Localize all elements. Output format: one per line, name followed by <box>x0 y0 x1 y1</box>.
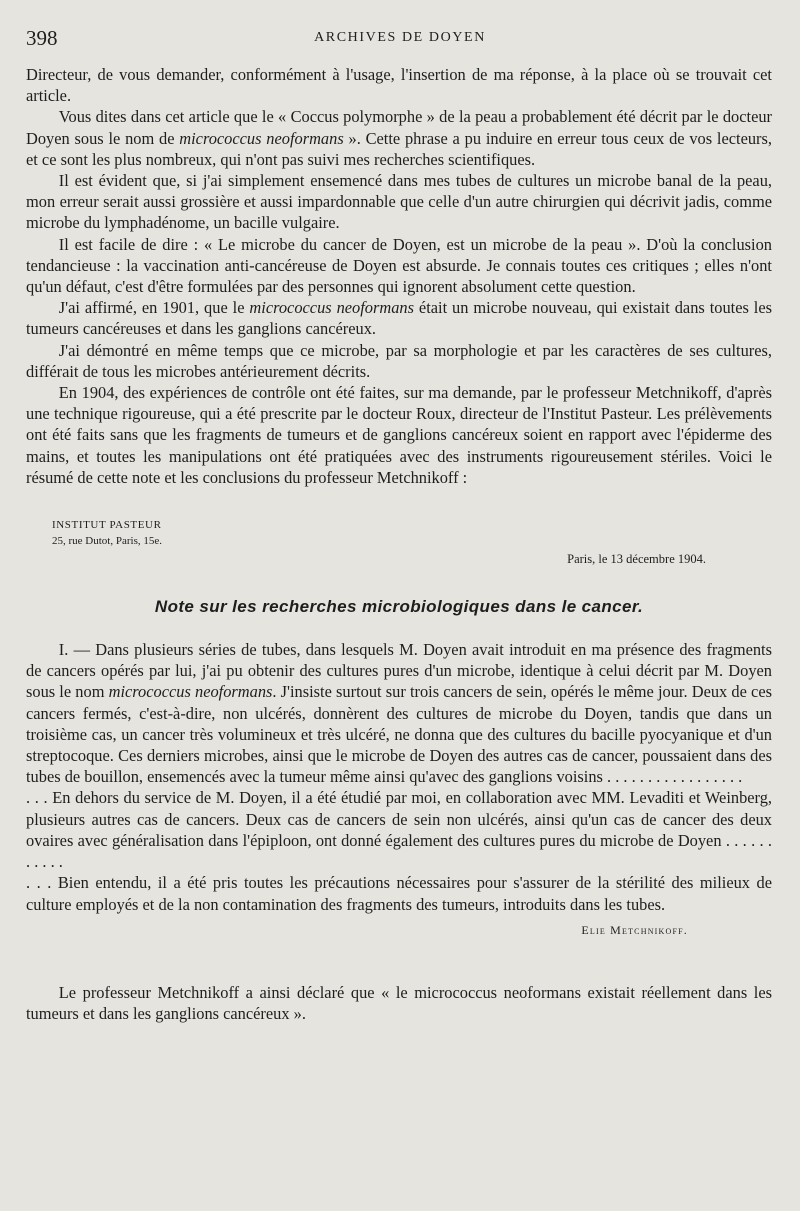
note-paragraph-2: . . . En dehors du service de M. Doyen, il a été étudié par moi, en collaboration avec MM. Levaditi et Weinberg, plusieurs autres cas de cancers. Deux cas de cancers de sein non ulcérés, ainsi qu'un cas de cancer des deux ovaires avec généralisation dans l'épiploon, ont donné également des cultures pures du microbe de Doyen . . . . . . . . . . . <box>26 788 772 872</box>
letter-place-date: Paris, le 13 décembre 1904. <box>567 552 706 567</box>
paragraph-2-text-b: ». Cette phrase a pu induire en erreur tous ceux de vos lecteurs, et ce sont les plus nombreux, qui n'ont pas suivi mes recherches scientifiques. <box>26 128 772 169</box>
final-paragraph: Le professeur Metchnikoff a ainsi déclaré que « le micrococcus neoformans existait réellement dans les tumeurs et dans les ganglions cancéreux ». <box>26 982 772 1023</box>
paragraph-1: Directeur, de vous demander, conformément à l'usage, l'insertion de ma réponse, à la place où se trouvait cet article. <box>26 65 772 106</box>
running-head: ARCHIVES DE DOYEN <box>314 30 486 45</box>
note-paragraph-3: . . . Bien entendu, il a été pris toutes les précautions nécessaires pour s'assurer de la stérilité des milieux de culture employés et de la non contamination des fragments des tumeurs, introduits dans les tubes. <box>26 873 772 914</box>
paragraph-5 <box>26 297 772 339</box>
page-body <box>26 64 772 1024</box>
paragraph-5-text-a: J'ai affirmé, en 1901, que le <box>58 298 250 318</box>
note-title: Note sur les recherches microbiologiques dans le cancer. <box>154 597 644 617</box>
paragraph-2-italic: micrococcus neoformans <box>179 128 344 148</box>
paragraph-6: J'ai démontré en même temps que ce microbe, par sa morphologie et par les caractères de ses cultures, différait de tous les microbes antérieurement décrits. <box>26 340 772 381</box>
note-paragraph-1-italic: micrococcus neoformans <box>108 682 273 702</box>
note-paragraph-1-text-b: . J'insiste surtout sur trois cancers de sein, opérés le même jour. Deux de ces cancers fermés, c'est-à-dire, non ulcérés, donnèrent des cultures de microbe du Doyen, tandis que dans un troisième cas, un cancer très volumineux et très ulcéré, ne donna que des cultures du bacille pyocyanique et d'un streptocoque. Ces derniers microbes, ainsi que le microbe de Doyen des autres cas de cancer, poussaient dans des tubes de bouillon, ensemencés avec la tumeur même ainsi qu'avec des ganglions voisins . . . . . . . . . . . . . . . . . <box>26 682 772 787</box>
paragraph-7: En 1904, des expériences de contrôle ont été faites, sur ma demande, par le professeur Metchnikoff, d'après une technique rigoureuse, qui a été prescrite par le docteur Roux, directeur de l'Institut Pasteur. Les prélèvements ont été faits sans que les fragments de tumeurs et de ganglions cancéreux soient en rapport avec l'épiderme des mains, et toutes les manipulations ont été pratiquées avec des instruments rigoureusement stériles. Voici le résumé de cette note et les conclusions du professeur Metchnikoff : <box>26 383 772 487</box>
paragraph-4: Il est facile de dire : « Le microbe du cancer de Doyen, est un microbe de la peau ». D'où la conclusion tendancieuse : la vaccination anti-cancéreuse de Doyen est absurde. Je connais toutes ces critiques ; elles n'ont qu'un défaut, c'est d'être formulées par des personnes qui ignorent absolument cette question. <box>26 234 772 297</box>
paragraph-3: Il est évident que, si j'ai simplement ensemencé dans mes tubes de cultures un microbe banal de la peau, mon erreur serait aussi grossière et aussi impardonnable que celle d'un autre chirurgien qui décrivit jadis, comme microbe du lymphadénome, un bacille vulgaire. <box>26 171 772 233</box>
paragraph-2-text-a: Vous dites dans cet article que le « Coccus polymorphe » de la peau a probablement été décrit par le docteur Doyen sous le nom de <box>26 107 772 148</box>
paragraph-5-text-b: était un microbe nouveau, qui existait dans toutes les tumeurs cancéreuses et dans les ganglions cancéreux. <box>26 298 772 339</box>
signature: Elie Metchnikoff. <box>581 922 688 937</box>
page-number: 398 <box>26 26 58 50</box>
note-paragraph-1-text-a: I. — Dans plusieurs séries de tubes, dans lesquels M. Doyen avait introduit en ma présence des fragments de cancers opérés par lui, j'ai pu obtenir des cultures pures d'un microbe, identique à celui décrit par M. Doyen sous le nom <box>26 640 772 702</box>
letter-address: 25, rue Dutot, Paris, 15e. <box>52 535 162 548</box>
note-paragraph-1 <box>26 639 772 787</box>
paragraph-5-italic: micrococcus neoformans <box>249 298 414 318</box>
paragraph-2 <box>26 106 772 170</box>
letter-institute: INSTITUT PASTEUR <box>52 519 162 532</box>
page-header <box>26 26 774 50</box>
